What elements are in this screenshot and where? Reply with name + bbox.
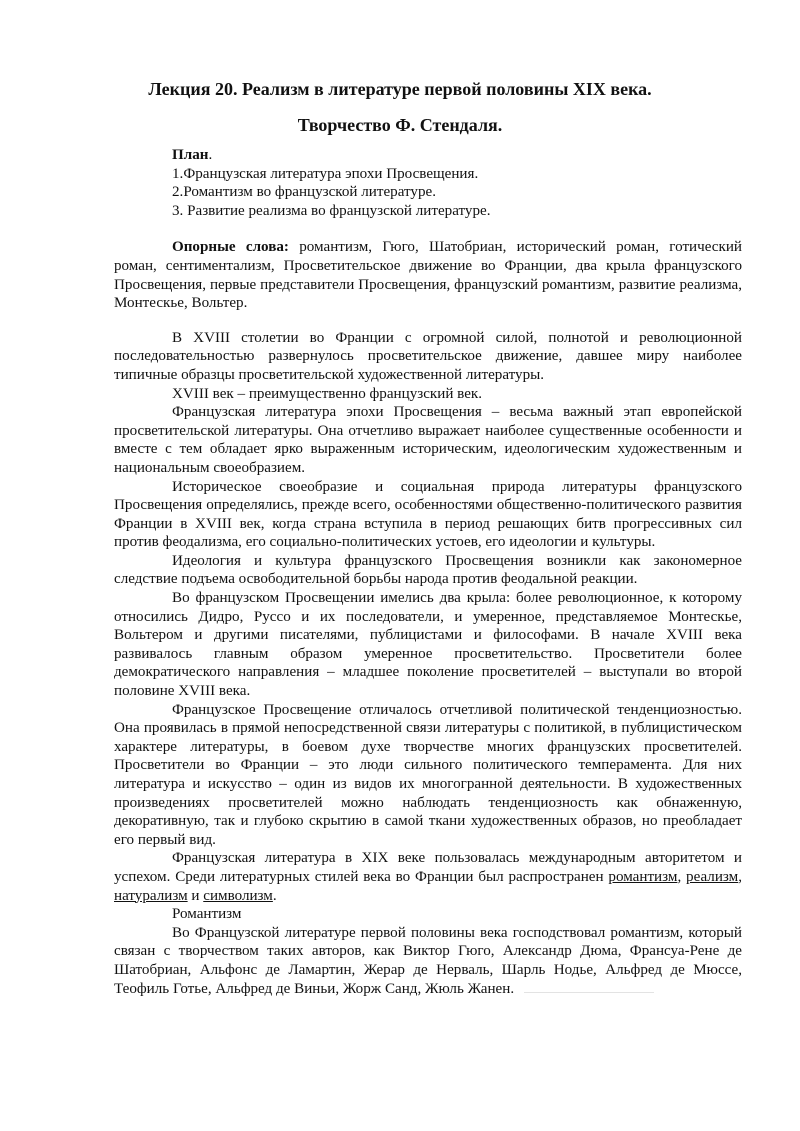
plan-heading-suffix: . bbox=[208, 147, 213, 163]
plan-heading-line bbox=[172, 146, 742, 165]
period: . bbox=[272, 887, 277, 904]
plan-item: 1.Французская литература эпохи Просвещения. bbox=[172, 165, 479, 182]
document-body bbox=[114, 146, 742, 998]
paragraph-3: Французская литература эпохи Просвещения – весьма важный этап европейской просветительской литературы. Она отчетливо выражает наиболее существенные особенности и вместе с тем обладает ярко выраженным историческим, идеологическим художественным и национальным своеобразием. bbox=[114, 404, 742, 476]
separator: и bbox=[187, 887, 204, 904]
lecture-title: Лекция 20. Реализм в литературе первой половины XIX века. bbox=[148, 79, 652, 99]
paragraph-7: Французское Просвещение отличалось отчетливой политической тенденциозностью. Она проявилась в прямой непосредственной связи литературы с политикой, в публицистическом характере литературы, в боевом духе творчестве многих французских просветителей. Просветители во Франции – это люди сильного политического темперамента. Для них литература и искусство – один из видов их многогранной деятельности. В художественных произведениях просветителей можно наблюдать тенденциозность как обнаженную, декоративную, так и глубоко скрытию в самой ткани художественных образов, но преобладает его первый вид. bbox=[114, 701, 742, 848]
keywords-paragraph bbox=[114, 238, 742, 312]
paragraph-6: Во французском Просвещении имелись два крыла: более революционное, к которому относились Дидро, Руссо и их последователи, и умеренное, представляемое Монтескье, Вольтером и другими писателями, публицистами и философами. В начале XVIII века развивалось главным образом умеренное просветительство. Просветители более демократического направления – младшее поколение просветителей – выступали во второй половине XVIII века. bbox=[114, 590, 742, 700]
paragraph-8-text: Французская литература в XIX веке пользовалась международным авторитетом и успехом. Среди литературных стилей века во Франции был распространен bbox=[114, 850, 742, 885]
link-realism[interactable]: реализм bbox=[686, 868, 739, 885]
plan-item: 3. Развитие реализма во французской литературе. bbox=[172, 202, 491, 219]
paragraph-1: В XVIII столетии во Франции с огромной силой, полнотой и революционной последовательностью развернулось просветительское движение, давшее миру наиболее типичные образцы просветительской художественной литературы. bbox=[114, 329, 742, 383]
keywords-label: Опорные слова: bbox=[172, 239, 289, 256]
section-subheading: Романтизм bbox=[172, 906, 242, 923]
link-symbolism[interactable]: символизм bbox=[203, 887, 273, 904]
link-romanticism[interactable]: романтизм bbox=[608, 868, 678, 885]
lecture-subtitle: Творчество Ф. Стендаля. bbox=[297, 115, 503, 135]
plan-section bbox=[114, 146, 742, 220]
keywords-text: романтизм, Гюго, Шатобриан, исторический роман, готический роман, сентиментализм, Просветительское движение во Франции, два крыла французского Просвещения, первые представители Просвещения, французский романтизм, развитие реализма, Монтескье, Вольтер. bbox=[114, 239, 742, 312]
paragraph-5: Идеология и культура французского Просвещения возникли как закономерное следствие подъема освободительной борьбы народа против феодальной реакции. bbox=[114, 552, 742, 588]
paragraph-9 bbox=[114, 924, 742, 998]
trailing-rule bbox=[524, 980, 654, 993]
plan-heading: План bbox=[172, 147, 209, 163]
separator: , bbox=[738, 868, 743, 885]
link-naturalism[interactable]: натурализм bbox=[114, 887, 188, 904]
paragraph-4: Историческое своеобразие и социальная природа литературы французского Просвещения определялись, прежде всего, особенностями общественно-политического развития Франции в XVIII век, когда страна вступила в период решающих битв прогрессивных сил против феодализма, его социально-политических устоев, его идеологии и культуры. bbox=[114, 478, 742, 551]
paragraph-2: XVIII век – преимущественно французский век. bbox=[172, 385, 483, 402]
paragraph-9-text: Во Французской литературе первой половины века господствовал романтизм, который связан с творчеством таких авторов, как Виктор Гюго, Александр Дюма, Франсуа-Рене де Шатобриан, Альфонс де Ламартин, Жерар де Нерваль, Шарль Нодье, Альфред де Мюссе, Теофиль Готье, Альфред де Виньи, Жорж Санд, Жюль Жанен. bbox=[114, 924, 742, 997]
separator: , bbox=[677, 868, 687, 885]
plan-item: 2.Романтизм во французской литературе. bbox=[172, 184, 436, 201]
paragraph-8 bbox=[114, 849, 742, 905]
